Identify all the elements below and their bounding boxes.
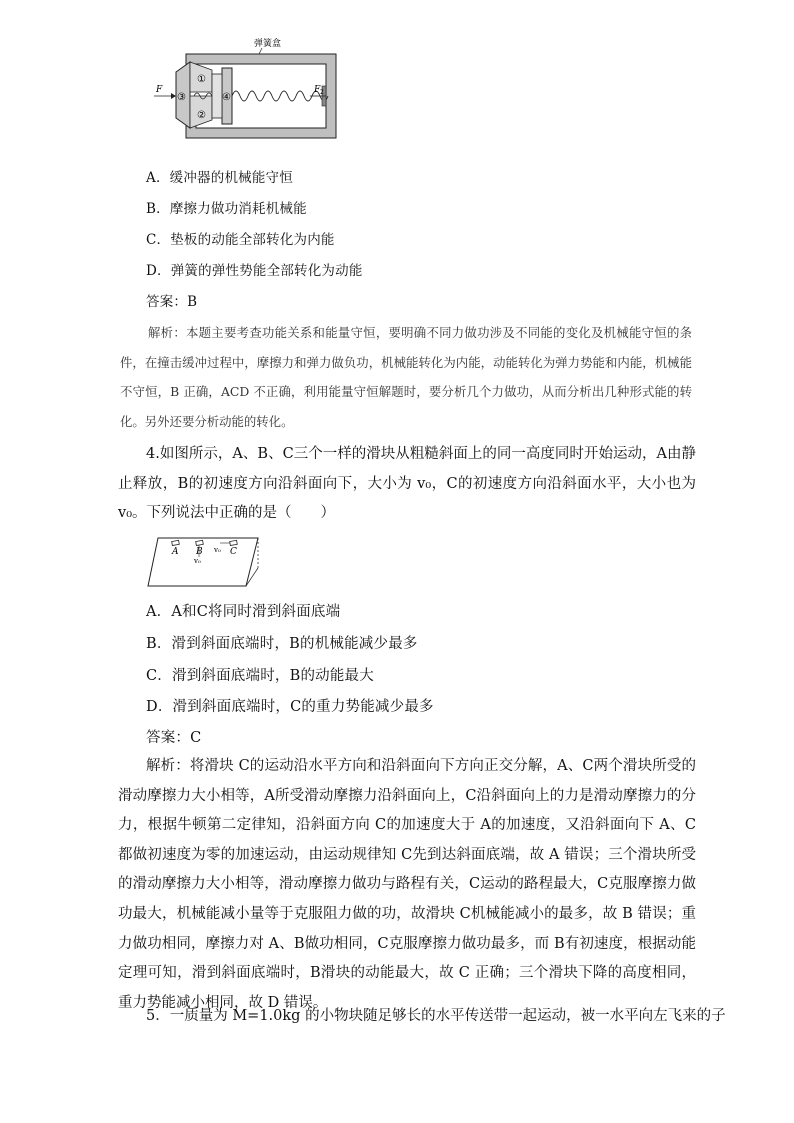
block-c-label: C [230,547,237,557]
label-1: ① [197,74,206,85]
q4-option-d: D．滑到斜面底端时，C的重力势能减少最多 [146,699,434,715]
label-3: ③ [177,92,186,103]
buffer-figure [150,34,340,142]
q3-analysis: 解析：本题主要考查功能关系和能量守恒，要明确不同力做功涉及不同能的变化及机械能守恒的条件，在撞击缓冲过程中，摩擦力和弹力做负功，机械能转化为内能，动能转化为弹力势能和内能，机械能不守恒，B 正确，ACD 不正确，利用能量守恒解题时，要分析几个力做功，从而分析出几种形式能的转化。另外还要分析动能的转化。 [120,325,692,429]
force-right-label: F [314,85,321,95]
incline-figure [146,530,266,590]
q3-option-d: D．弹簧的弹性势能全部转化为动能 [146,263,363,279]
q3-answer: 答案：B [146,294,198,310]
q3-option-b: B．摩擦力做功消耗机械能 [146,201,307,217]
force-right-sub: 2 [320,89,324,96]
q4-stem: 4.如图所示，A、B、C三个一样的滑块从粗糙斜面上的同一高度同时开始运动，A由静止释放，B的初速度方向沿斜面向下，大小为 v₀，C的初速度方向沿斜面水平，大小也为 v₀。下列说法中正确的是（ ） [118,446,696,522]
box-label: 弹簧盒 [254,39,282,49]
v0-c-label: v₀ [214,546,221,554]
q3-option-a: A．缓冲器的机械能守恒 [146,170,293,186]
q4-analysis: 解析：将滑块 C的运动沿水平方向和沿斜面向下方向正交分解，A、C两个滑块所受的滑动摩擦力大小相等，A所受滑动摩擦力沿斜面向上，C沿斜面向上的力是滑动摩擦力的分力，根据牛顿第二定律知，沿斜面方向 C的加速度大于 A的加速度，又沿斜面向下 A、C都做初速度为零的加速运动，由运动规律知 C先到达斜面底端，故 A 错误；三个滑块所受的滑动摩擦力大小相等，滑动摩擦力做功与路程有关，C运动的路程最大，C克服摩擦力做功最大，机械能减小量等于克服阻力做的功，故滑块 C机械能减小的最多，故 B 错误；重力做功相同，摩擦力对 A、B做功相同，C克服摩擦力做功最多，而 B有初速度，根据动能定理可知，滑到斜面底端时，B滑块的动能最大，故 C 正确；三个滑块下降的高度相同，重力势能减小相同，故 D 错误。 [118,758,696,1011]
q4-option-a: A．A和C将同时滑到斜面底端 [146,604,341,620]
q4-answer: 答案：C [146,730,202,746]
q4-option-c: C．滑到斜面底端时，B的动能最大 [146,668,374,684]
q3-option-c: C．垫板的动能全部转化为内能 [146,232,335,248]
label-2: ② [197,110,206,121]
v0-b-label: v₀ [194,557,201,565]
q4-option-b: B．滑到斜面底端时，B的机械能减少最多 [146,636,418,652]
force-left-label: F [156,85,163,95]
q5-stem: 5．一质量为 M=1.0kg 的小物块随足够长的水平传送带一起运动，被一水平向左飞来的子 [146,1008,726,1024]
block-a-label: A [172,547,179,557]
block-b-label: B [196,547,203,557]
label-4: ④ [222,92,231,103]
